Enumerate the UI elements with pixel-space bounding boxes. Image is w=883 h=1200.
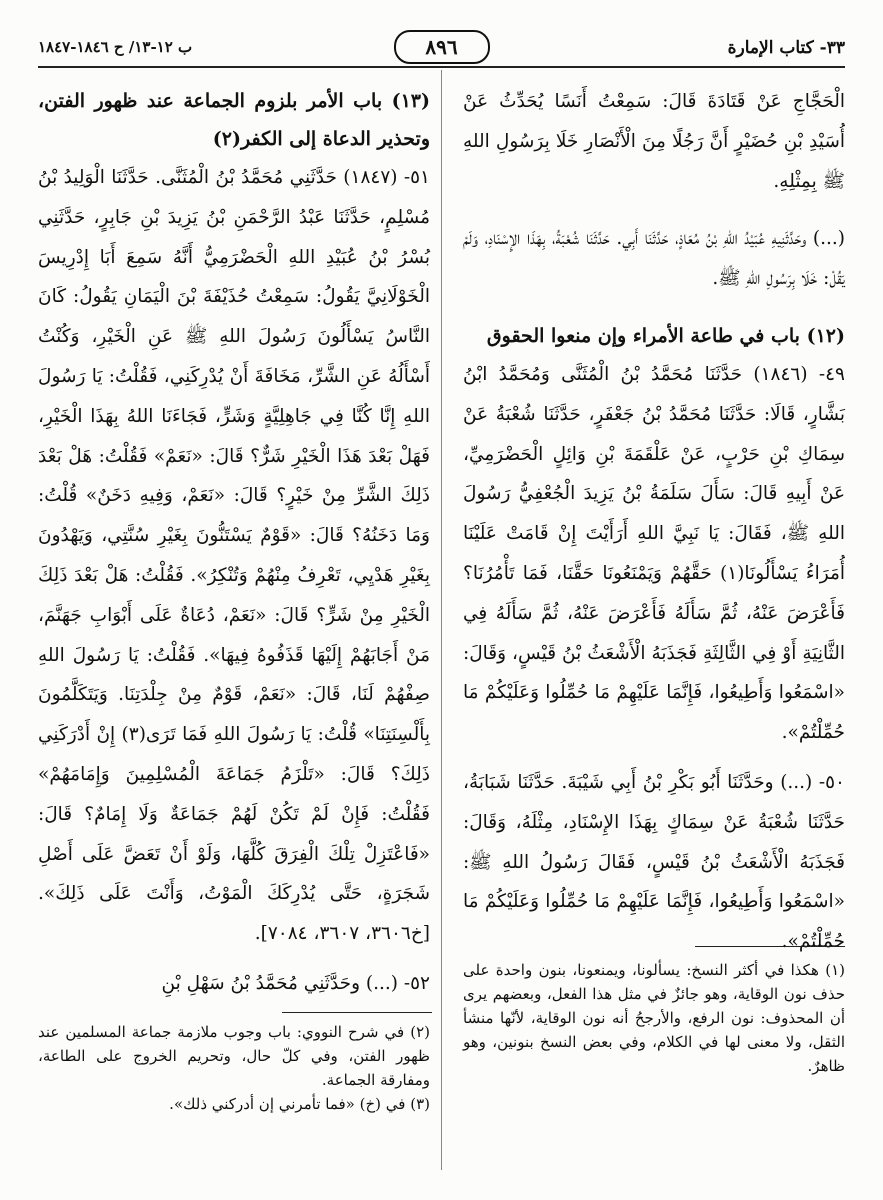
footnotes-left	[38, 1020, 430, 1116]
hadith-range: ب ١٢-١٣/ ح ١٨٤٦-١٨٤٧	[38, 38, 193, 56]
header-rule	[38, 66, 845, 68]
hadith-49: ٤٩- (١٨٤٦) حَدَّثَنَا مُحَمَّدُ بْنُ الْمُثَنَّى وَمُحَمَّدُ ابْنُ بَشَّارٍ، قَالَا: حَدَّثَنَا مُحَمَّدُ بْنُ جَعْفَرٍ، حَدَّثَنَا شُعْبَةُ عَنْ سِمَاكِ بْنِ حَرْبٍ، عَنْ عَلْقَمَةَ بْنِ وَائِلٍ الْحَضْرَمِيِّ، عَنْ أَبِيهِ قَالَ: سَأَلَ سَلَمَةُ بْنُ يَزِيدَ الْجُعْفِيُّ رَسُولَ اللهِ ﷺ، فَقَالَ: يَا نَبِيَّ اللهِ أَرَأَيْتَ إِنْ قَامَتْ عَلَيْنَا أُمَرَاءُ يَسْأَلُونَا(١) حَقَّهُمْ وَيَمْنَعُونَا حَقَّنَا، فَمَا تَأْمُرُنَا؟ فَأَعْرَضَ عَنْهُ، ثُمَّ سَأَلَهُ فَأَعْرَضَ عَنْهُ، ثُمَّ سَأَلَهُ فِي الثَّانِيَةِ أَوْ فِي الثَّالِثَةِ فَجَذَبَهُ الْأَشْعَثُ بْنُ قَيْسٍ، وَقَالَ: «اسْمَعُوا وَأَطِيعُوا، فَإِنَّمَا عَلَيْهِمْ مَا حُمِّلُوا وَعَلَيْكُمْ مَا حُمِّلْتُمْ».	[463, 363, 845, 744]
footnote-1: (١) هكذا في أكثر النسخ: يسألونا، ويمنعونا، بنون واحدة على حذف نون الوقاية، وهو جائزٌ في مثل هذا الفعل، وبعضهم يرى أن المحذوف: نون الرفع، والأرجحُ أنه نون الوقاية، لأنّها منشأ الثقل، ولا معنى لها في الكلام، وفي بعض النسخ بنونين، وهو ظاهرٌ.	[463, 961, 845, 1075]
footnote-rule-left	[282, 1012, 432, 1013]
chapter-13-heading: (١٣) باب الأمر بلزوم الجماعة عند ظهور الفتن، وتحذير الدعاة إلى الكفر(٢)	[38, 90, 430, 150]
hadith-50: ٥٠- (...) وحَدَّثَنَا أَبُو بَكْرِ بْنُ أَبِي شَيْبَةَ. حَدَّثَنَا شَبَابَةُ، حَدَّثَنَا شُعْبَةُ عَنْ سِمَاكٍ بِهَذَا الإِسْنَادِ، مِثْلَهُ، وَقَالَ: فَجَذَبَهُ الْأَشْعَثُ بْنُ قَيْسٍ، فَقَالَ رَسُولُ اللهِ ﷺ: «اسْمَعُوا وَأَطِيعُوا، فَإِنَّمَا عَلَيْهِمْ مَا حُمِّلُوا وَعَلَيْكُمْ مَا حُمِّلْتُمْ».	[463, 771, 845, 953]
hadith-52: ٥٢- (...) وحَدَّثَنِي مُحَمَّدُ بْنُ سَهْلِ بْنِ	[161, 972, 430, 994]
left-column	[38, 82, 430, 1004]
footnotes-right	[463, 958, 845, 1078]
hadith-continuation: الْحَجَّاجِ عَنْ قَتَادَةَ قَالَ: سَمِعْتُ أَنَسًا يُحَدِّثُ عَنْ أُسَيْدِ بْنِ حُضَيْرٍ أَنَّ رَجُلًا مِنَ الْأَنْصَارِ خَلَا بِرَسُولِ اللهِ ﷺ بِمِثْلِهِ.	[463, 91, 845, 192]
chapter-title: ٣٣- كتاب الإمارة	[727, 38, 845, 58]
page-header	[38, 30, 845, 70]
hadith-51: ٥١- (١٨٤٧) حَدَّثَنِي مُحَمَّدُ بْنُ الْمُثَنَّى. حَدَّثَنَا الْوَلِيدُ بْنُ مُسْلِمٍ، حَدَّثَنَا عَبْدُ الرَّحْمَنِ بْنُ يَزِيدَ بْنِ جَابِرٍ، حَدَّثَنِي بُسْرُ بْنُ عُبَيْدِ اللهِ الْحَضْرَمِيُّ أَنَّهُ سَمِعَ أَبَا إِدْرِيسَ الْخَوْلَانِيَّ يَقُولُ: سَمِعْتُ حُذَيْفَةَ بْنَ الْيَمَانِ يَقُولُ: كَانَ النَّاسُ يَسْأَلُونَ رَسُولَ اللهِ ﷺ عَنِ الْخَيْرِ، وَكُنْتُ أَسْأَلُهُ عَنِ الشَّرِّ، مَخَافَةَ أَنْ يُدْرِكَنِي، فَقُلْتُ: يَا رَسُولَ اللهِ إِنَّا كُنَّا فِي جَاهِلِيَّةٍ وَشَرٍّ، فَجَاءَنَا اللهُ بِهَذَا الْخَيْرِ، فَهَلْ بَعْدَ هَذَا الْخَيْرِ شَرٌّ؟ قَالَ: «نَعَمْ» فَقُلْتُ: هَلْ بَعْدَ ذَلِكَ الشَّرِّ مِنْ خَيْرٍ؟ قَالَ: «نَعَمْ، وَفِيهِ دَخَنٌ» قُلْتُ: وَمَا دَخَنُهُ؟ قَالَ: «قَوْمٌ يَسْتَنُّونَ بِغَيْرِ سُنَّتِي، وَيَهْدُونَ بِغَيْرِ هَدْيِي، تَعْرِفُ مِنْهُمْ وَتُنْكِرُ». فَقُلْتُ: هَلْ بَعْدَ ذَلِكَ الْخَيْرِ مِنْ شَرٍّ؟ قَالَ: «نَعَمْ، دُعَاةٌ عَلَى أَبْوَابِ جَهَنَّمَ، مَنْ أَجَابَهُمْ إِلَيْهَا قَذَفُوهُ فِيهَا». فَقُلْتُ: يَا رَسُولَ اللهِ صِفْهُمْ لَنَا، قَالَ: «نَعَمْ، قَوْمٌ مِنْ جِلْدَتِنَا. وَيَتَكَلَّمُونَ بِأَلْسِنَتِنَا» قُلْتُ: يَا رَسُولَ اللهِ فَمَا تَرَى(٣) إِنْ أَدْرَكَنِي ذَلِكَ؟ قَالَ: «تَلْزَمُ جَمَاعَةَ الْمُسْلِمِينَ وَإِمَامَهُمْ» فَقُلْتُ: فَإِنْ لَمْ تَكُنْ لَهُمْ جَمَاعَةٌ وَلَا إِمَامٌ؟ قَالَ: «فَاعْتَزِلْ تِلْكَ الْفِرَقَ كُلَّهَا، وَلَوْ أَنْ تَعَضَّ عَلَى أَصْلِ شَجَرَةٍ، حَتَّى يُدْرِكَكَ الْمَوْتُ، وَأَنْتَ عَلَى ذَلِكَ». [خ٣٦٠٦، ٣٦٠٧، ٧٠٨٤].	[38, 167, 430, 945]
right-column	[463, 82, 845, 962]
page-number: ٨٩٦	[394, 30, 490, 64]
footnote-2: (٢) في شرح النووي: باب وجوب ملازمة جماعة المسلمين عند ظهور الفتن، وفي كلّ حال، وتحريم الخروج على الطاعة، ومفارقة الجماعة.	[38, 1023, 430, 1089]
footnote-rule-right	[695, 946, 845, 947]
column-divider	[441, 70, 442, 1170]
hadith-variant: (...) وحَدَّثَنِيهِ عُبَيْدُ اللهِ بْنُ مُعَاذٍ، حَدَّثَنَا أَبِي. حَدَّثَنَا شُعْبَةُ، بِهَذَا الإِسْنَادِ، وَلَمْ يَقُلْ: خَلَا بِرَسُولِ اللهِ ﷺ.	[463, 228, 845, 290]
footnote-3: (٣) في (خ) «فما تأمرني إن أدركني ذلك».	[169, 1095, 430, 1113]
chapter-12-heading: (١٢) باب في طاعة الأمراء وإن منعوا الحقوق	[486, 324, 845, 347]
